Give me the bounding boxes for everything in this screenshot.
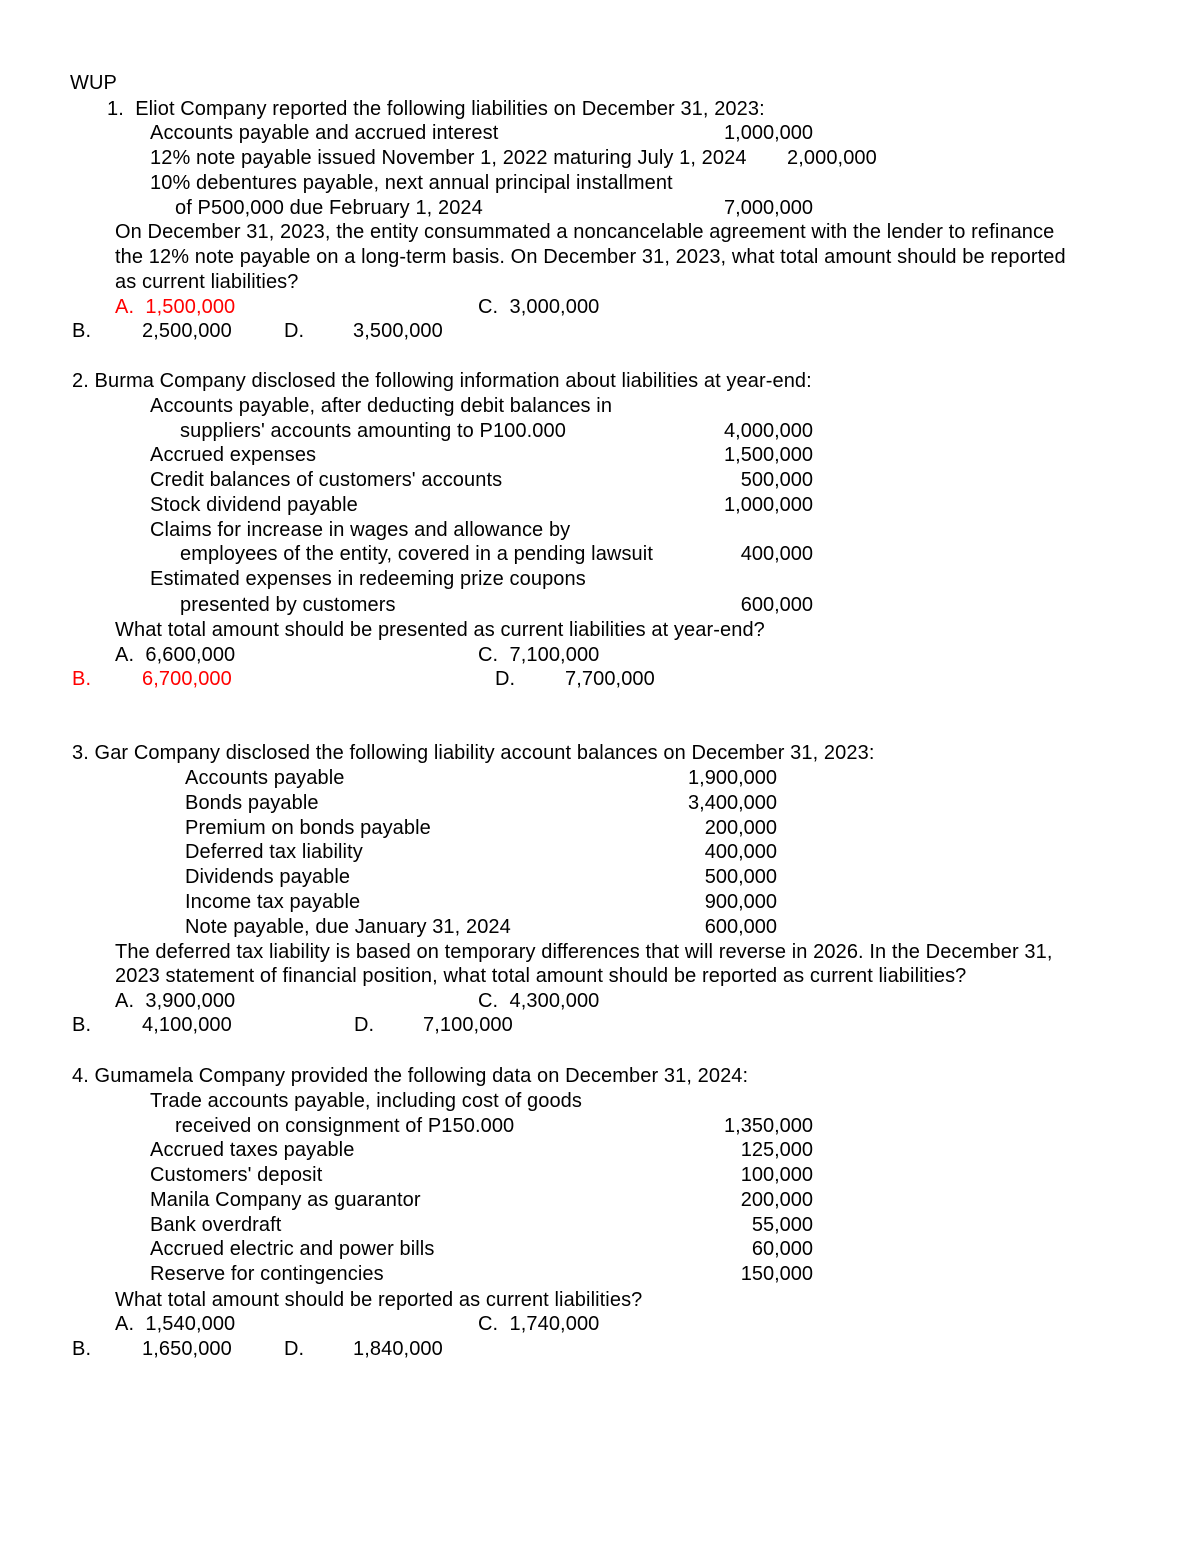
liability-label: presented by customers [180, 594, 396, 616]
liability-label: Reserve for contingencies [150, 1263, 384, 1285]
choice-b-letter-answer: B. [72, 668, 92, 690]
liability-amount: 100,000 [740, 1164, 813, 1186]
liability-label: Premium on bonds payable [185, 817, 431, 839]
question-stem: 1. Eliot Company reported the following liabilities on December 31, 2023: [107, 98, 765, 120]
choice-b-letter: B. [72, 320, 92, 342]
liability-label: Estimated expenses in redeeming prize coupons [150, 568, 586, 590]
choice-d: 7,700,000 [565, 668, 655, 690]
liability-label: Accrued electric and power bills [150, 1238, 435, 1260]
liability-label: Claims for increase in wages and allowance by [150, 519, 571, 541]
choice-b-letter: B. [72, 1338, 92, 1360]
liability-amount: 200,000 [704, 817, 777, 839]
liability-amount: 1,000,000 [724, 494, 813, 516]
liability-label: Credit balances of customers' accounts [150, 469, 503, 491]
choice-b: 1,650,000 [142, 1338, 232, 1360]
liability-label: Accrued taxes payable [150, 1139, 355, 1161]
liability-label: employees of the entity, covered in a pending lawsuit [180, 543, 653, 565]
choice-c: C. 1,740,000 [478, 1313, 600, 1335]
liability-amount: 200,000 [740, 1189, 813, 1211]
document-title: WUP [70, 72, 117, 94]
liability-label: suppliers' accounts amounting to P100.000 [180, 420, 566, 442]
liability-label: Bonds payable [185, 792, 319, 814]
liability-amount: 55,000 [751, 1214, 813, 1236]
question-text: What total amount should be presented as current liabilities at year-end? [115, 619, 765, 641]
question-text: as current liabilities? [115, 271, 299, 293]
choice-d-letter: D. [284, 320, 305, 342]
liability-amount: 500,000 [740, 469, 813, 491]
liability-amount: 400,000 [740, 543, 813, 565]
liability-amount: 3,400,000 [688, 792, 777, 814]
liability-label: Accounts payable, after deducting debit balances in [150, 395, 613, 417]
liability-label: Note payable, due January 31, 2024 [185, 916, 511, 938]
liability-amount: 600,000 [740, 594, 813, 616]
question-text: On December 31, 2023, the entity consummated a noncancelable agreement with the lender to refinance [115, 221, 1055, 243]
liability-amount: 1,350,000 [724, 1115, 813, 1137]
liability-label: of P500,000 due February 1, 2024 [175, 197, 483, 219]
liability-amount: 900,000 [704, 891, 777, 913]
liability-amount: 400,000 [704, 841, 777, 863]
choice-d-letter: D. [284, 1338, 305, 1360]
choice-d: 7,100,000 [423, 1014, 513, 1036]
choice-c: C. 7,100,000 [478, 644, 600, 666]
choice-b: 2,500,000 [142, 320, 232, 342]
choice-d: 1,840,000 [353, 1338, 443, 1360]
choice-c: C. 3,000,000 [478, 296, 600, 318]
question-text: 2023 statement of financial position, what total amount should be reported as current liabilities? [115, 965, 967, 987]
question-stem: 4. Gumamela Company provided the following data on December 31, 2024: [72, 1065, 749, 1087]
liability-label: Accounts payable and accrued interest [150, 122, 499, 144]
choice-d-letter: D. [354, 1014, 375, 1036]
choice-b-letter: B. [72, 1014, 92, 1036]
liability-label: 12% note payable issued November 1, 2022 maturing July 1, 2024 [150, 147, 747, 169]
liability-label: Accounts payable [185, 767, 345, 789]
question-text: The deferred tax liability is based on temporary differences that will reverse in 2026. In the December 31, [115, 941, 1053, 963]
liability-label: Dividends payable [185, 866, 351, 888]
choice-b: 4,100,000 [142, 1014, 232, 1036]
liability-amount: 2,000,000 [787, 147, 877, 169]
question-stem: 2. Burma Company disclosed the following information about liabilities at year-end: [72, 370, 812, 392]
choice-d-letter: D. [495, 668, 516, 690]
choice-a: A. 1,540,000 [115, 1313, 236, 1335]
choice-b-answer: 6,700,000 [142, 668, 232, 690]
choice-a: A. 6,600,000 [115, 644, 236, 666]
question-stem: 3. Gar Company disclosed the following liability account balances on December 31, 2023: [72, 742, 875, 764]
liability-amount: 600,000 [704, 916, 777, 938]
liability-amount: 4,000,000 [724, 420, 813, 442]
liability-label: received on consignment of P150.000 [175, 1115, 515, 1137]
liability-label: Customers' deposit [150, 1164, 323, 1186]
liability-label: 10% debentures payable, next annual principal installment [150, 172, 673, 194]
liability-amount: 1,900,000 [688, 767, 777, 789]
liability-amount: 60,000 [751, 1238, 813, 1260]
liability-amount: 7,000,000 [724, 197, 813, 219]
liability-label: Stock dividend payable [150, 494, 358, 516]
liability-amount: 150,000 [740, 1263, 813, 1285]
liability-label: Bank overdraft [150, 1214, 282, 1236]
question-text: the 12% note payable on a long-term basis. On December 31, 2023, what total amount should be reported [115, 246, 1066, 268]
liability-label: Deferred tax liability [185, 841, 363, 863]
liability-label: Income tax payable [185, 891, 361, 913]
liability-label: Accrued expenses [150, 444, 317, 466]
choice-d: 3,500,000 [353, 320, 443, 342]
choice-a: A. 3,900,000 [115, 990, 236, 1012]
liability-amount: 1,500,000 [724, 444, 813, 466]
liability-amount: 1,000,000 [724, 122, 813, 144]
liability-label: Manila Company as guarantor [150, 1189, 421, 1211]
question-text: What total amount should be reported as current liabilities? [115, 1289, 643, 1311]
choice-c: C. 4,300,000 [478, 990, 600, 1012]
liability-label: Trade accounts payable, including cost of goods [150, 1090, 583, 1112]
liability-amount: 125,000 [740, 1139, 813, 1161]
choice-a-answer: A. 1,500,000 [115, 296, 236, 318]
liability-amount: 500,000 [704, 866, 777, 888]
